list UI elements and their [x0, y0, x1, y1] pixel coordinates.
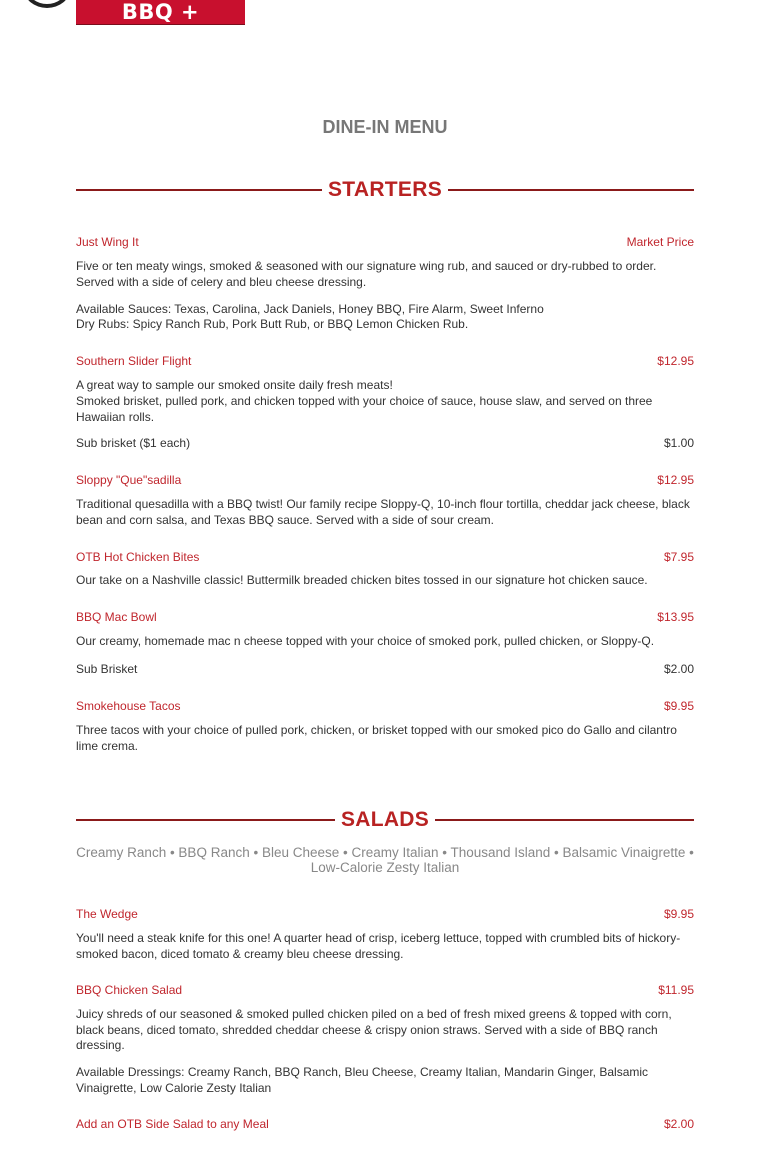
menu-item-smokehouse-tacos: [76, 699, 694, 713]
menu-item-sloppy-quesadilla: [76, 473, 694, 487]
logo[interactable]: [76, 0, 245, 48]
item-name: Smokehouse Tacos: [76, 699, 181, 713]
item-name: The Wedge: [76, 907, 138, 921]
menu-item-hot-chicken-bites: [76, 550, 694, 564]
item-description: Our take on a Nashville classic! Buttermilk breaded chicken bites tossed in our signature hot chicken sauce.: [76, 573, 648, 587]
logo-text: BBQ + RIBHOUSE: [97, 0, 224, 48]
item-description: Our creamy, homemade mac n cheese topped with your choice of smoked pork, pulled chicken, or Sloppy-Q.: [76, 634, 655, 648]
item-rubs: Dry Rubs: Spicy Ranch Rub, Pork Butt Rub, or BBQ Lemon Chicken Rub.: [76, 317, 469, 331]
item-description: Three tacos with your choice of pulled pork, chicken, or brisket topped with our smoked pico do Gallo and cilantro lime crema.: [76, 723, 677, 753]
item-name: Sloppy "Que"sadilla: [76, 473, 182, 487]
menu-item-bbq-mac-bowl: [76, 610, 694, 624]
item-description: A great way to sample our smoked onsite daily fresh meats!: [76, 378, 393, 392]
item-description: Traditional quesadilla with a BBQ twist! Our family recipe Sloppy-Q, 10-inch flour tortilla, cheddar jack cheese, black bean and corn salsa, and Texas BBQ sauce. Served with a side of sour cream.: [76, 497, 690, 527]
menu-item-bbq-chicken-salad: [76, 983, 694, 997]
item-description: Juicy shreds of our seasoned & smoked pulled chicken piled on a bed of fresh mixed greens & topped with corn, black beans, diced tomato, shredded cheddar cheese & crispy onion straws. Served with a side of BBQ ranch dressing.: [76, 1007, 672, 1052]
divider: [448, 189, 694, 191]
option-price: $2.00: [663, 662, 694, 676]
menu-item-just-wing-it: [76, 235, 694, 249]
item-price: $7.95: [663, 550, 694, 564]
item-price: Market Price: [626, 235, 694, 249]
item-price: $2.00: [663, 1117, 694, 1131]
starters-heading: [76, 175, 694, 205]
option-label: Sub brisket ($1 each): [76, 436, 191, 450]
item-option: [76, 662, 694, 676]
divider: [435, 819, 694, 821]
menu-item-the-wedge: [76, 907, 694, 921]
menu-item-side-salad: [76, 1117, 694, 1131]
item-price: $11.95: [658, 983, 694, 997]
item-price: $13.95: [657, 610, 694, 624]
item-name: OTB Hot Chicken Bites: [76, 550, 200, 564]
item-dressings: Available Dressings: Creamy Ranch, BBQ Ranch, Bleu Cheese, Creamy Italian, Mandarin Ginger, Balsamic Vinaigrette, Low Calorie Zesty Italian: [76, 1065, 649, 1095]
menu-item-southern-slider-flight: [76, 354, 694, 368]
item-name: BBQ Mac Bowl: [76, 610, 157, 624]
option-price: $1.00: [663, 436, 694, 450]
item-price: $12.95: [657, 473, 694, 487]
item-name: BBQ Chicken Salad: [76, 983, 183, 997]
item-description: Smoked brisket, pulled pork, and chicken topped with your choice of sauce, house slaw, and served on three Hawaiian rolls.: [76, 394, 653, 424]
item-name: Southern Slider Flight: [76, 354, 192, 368]
item-sauces: Available Sauces: Texas, Carolina, Jack Daniels, Honey BBQ, Fire Alarm, Sweet Inferno: [76, 302, 544, 316]
divider: [76, 819, 335, 821]
item-name: Just Wing It: [76, 235, 139, 249]
dressing-options: Creamy Ranch • BBQ Ranch • Bleu Cheese • Creamy Italian • Thousand Island • Balsamic Vinaigrette • Low-Calorie Zesty Italian: [76, 845, 694, 875]
option-label: Sub Brisket: [76, 662, 138, 676]
section-title: STARTERS: [328, 178, 443, 201]
item-name: Add an OTB Side Salad to any Meal: [76, 1117, 269, 1131]
logo-emblem[interactable]: [24, 0, 70, 8]
page-title: DINE-IN MENU: [322, 117, 448, 137]
item-price: $12.95: [657, 354, 694, 368]
item-price: $9.95: [663, 699, 694, 713]
divider: [76, 189, 322, 191]
salads-heading: [76, 805, 694, 835]
section-title: SALADS: [340, 808, 430, 831]
item-description: You'll need a steak knife for this one! A quarter head of crisp, iceberg lettuce, topped with crumbled bits of hickory-smoked bacon, diced tomato & creamy bleu cheese dressing.: [76, 931, 681, 961]
item-option: [76, 436, 694, 450]
item-description: Five or ten meaty wings, smoked & seasoned with our signature wing rub, and sauced or dry-rubbed to order. Served with a side of celery and bleu cheese dressing.: [76, 259, 657, 289]
item-price: $9.95: [663, 907, 694, 921]
